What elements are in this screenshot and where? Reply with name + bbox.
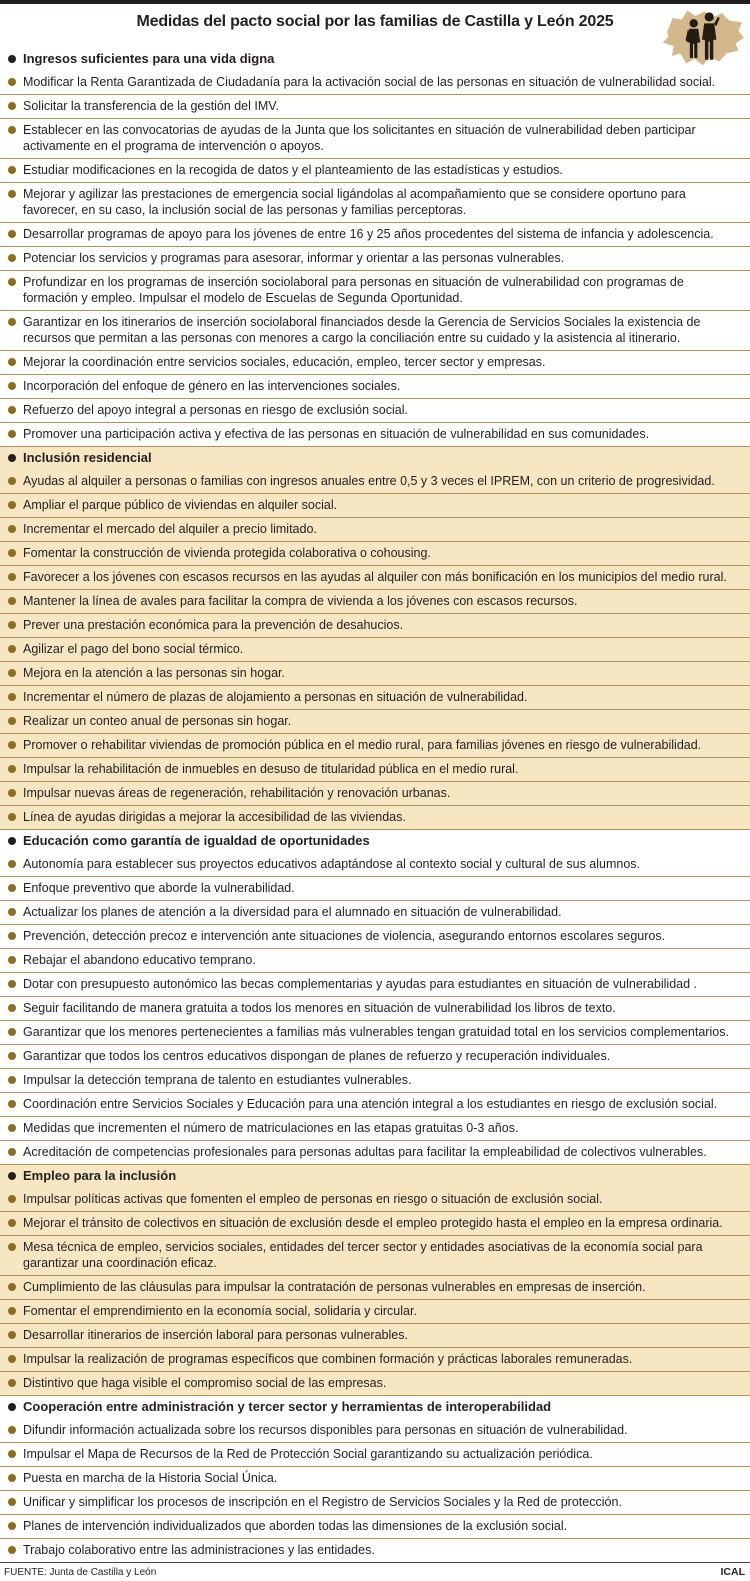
item-bullet-icon [8, 102, 16, 110]
measure-row [0, 183, 750, 223]
measure-row [0, 997, 750, 1021]
measure-row [0, 119, 750, 159]
item-bullet-icon [8, 190, 16, 198]
measure-text: Desarrollar itinerarios de inserción laboral para personas vulnerables. [23, 1328, 408, 1342]
measure-row [0, 1443, 750, 1467]
section-header-row [0, 1165, 750, 1188]
measure-text: Ayudas al alquiler a personas o familias con ingresos anuales entre 0,5 y 3 veces el IPREM, con un criterio de progresividad. [23, 474, 715, 488]
item-bullet-icon [8, 406, 16, 414]
item-bullet-icon [8, 230, 16, 238]
item-bullet-icon [8, 980, 16, 988]
measure-text: Garantizar que los menores pertenecientes a familias más vulnerables tengan gratuidad total en los servicios complementarios. [23, 1025, 729, 1039]
measure-row [0, 973, 750, 997]
measure-row [0, 159, 750, 183]
measure-row [0, 375, 750, 399]
measure-text: Cumplimiento de las cláusulas para impulsar la contratación de personas vulnerables en empresas de inserción. [23, 1280, 646, 1294]
item-bullet-icon [8, 932, 16, 940]
measure-text: Garantizar en los itinerarios de inserción sociolaboral financiados desde la Gerencia de Servicios Sociales la existencia de recursos que permitan a las personas con menores a cargo la conciliación entre su cuidado y la asistencia al itinerario. [23, 315, 701, 345]
item-bullet-icon [8, 254, 16, 262]
item-bullet-icon [8, 501, 16, 509]
measure-text: Impulsar la realización de programas específicos que combinen formación y prácticas laborales remuneradas. [23, 1352, 633, 1366]
measure-row [0, 734, 750, 758]
measure-row [0, 351, 750, 375]
measure-row [0, 223, 750, 247]
section-bullet-icon [8, 1172, 16, 1180]
page-title: Medidas del pacto social por las familias de Castilla y León 2025 [136, 13, 614, 30]
measures-list [0, 48, 750, 1562]
measure-row [0, 1093, 750, 1117]
section-header-label: Empleo para la inclusión [23, 1168, 177, 1183]
measure-row [0, 614, 750, 638]
item-bullet-icon [8, 1331, 16, 1339]
measure-text: Modificar la Renta Garantizada de Ciudadanía para la activación social de las personas en situación de vulnerabilidad social. [23, 75, 716, 89]
measure-text: Línea de ayudas dirigidas a mejorar la accesibilidad de las viviendas. [23, 810, 406, 824]
measure-row [0, 1419, 750, 1443]
item-bullet-icon [8, 1076, 16, 1084]
section-header-row [0, 830, 750, 853]
item-bullet-icon [8, 1124, 16, 1132]
item-bullet-icon [8, 669, 16, 677]
item-bullet-icon [8, 1307, 16, 1315]
section-bullet-icon [8, 837, 16, 845]
item-bullet-icon [8, 1195, 16, 1203]
measure-text: Fomentar el emprendimiento en la economía social, solidaria y circular. [23, 1304, 417, 1318]
section-header-label: Inclusión residencial [23, 450, 152, 465]
measure-text: Solicitar la transferencia de la gestión del IMV. [23, 99, 279, 113]
measure-text: Promover una participación activa y efectiva de las personas en situación de vulnerabilidad en sus comunidades. [23, 427, 650, 441]
item-bullet-icon [8, 1450, 16, 1458]
measure-row [0, 518, 750, 542]
measure-row [0, 542, 750, 566]
measure-row [0, 710, 750, 734]
item-bullet-icon [8, 693, 16, 701]
measure-row [0, 95, 750, 119]
item-bullet-icon [8, 621, 16, 629]
measure-text: Rebajar el abandono educativo temprano. [23, 953, 256, 967]
measure-text: Difundir información actualizada sobre los recursos disponibles para personas en situación de vulnerabilidad. [23, 1423, 628, 1437]
measure-row [0, 782, 750, 806]
item-bullet-icon [8, 1283, 16, 1291]
measure-text: Garantizar que todos los centros educativos dispongan de planes de refuerzo y recuperación individuales. [23, 1049, 611, 1063]
measure-text: Planes de intervención individualizados que aborden todas las dimensiones de la exclusión social. [23, 1519, 568, 1533]
measure-row [0, 1515, 750, 1539]
measure-text: Mesa técnica de empleo, servicios sociales, entidades del tercer sector y entidades asociativas de la economía social para garantizar una coordinación eficaz. [23, 1240, 703, 1270]
item-bullet-icon [8, 717, 16, 725]
measure-text: Incrementar el número de plazas de alojamiento a personas en situación de vulnerabilidad. [23, 690, 528, 704]
section-header-label: Cooperación entre administración y tercer sector y herramientas de interoperabilidad [23, 1399, 552, 1414]
item-bullet-icon [8, 884, 16, 892]
item-bullet-icon [8, 525, 16, 533]
item-bullet-icon [8, 549, 16, 557]
measure-text: Impulsar el Mapa de Recursos de la Red de Protección Social garantizando su actualización periódica. [23, 1447, 593, 1461]
page-header [0, 4, 750, 48]
measure-text: Ampliar el parque público de viviendas en alquiler social. [23, 498, 338, 512]
measure-text: Acreditación de competencias profesionales para personas adultas para facilitar la empleabilidad de colectivos vulnerables. [23, 1145, 707, 1159]
measure-row [0, 423, 750, 447]
item-bullet-icon [8, 1522, 16, 1530]
measure-text: Refuerzo del apoyo integral a personas en riesgo de exclusión social. [23, 403, 408, 417]
measure-row [0, 1045, 750, 1069]
item-bullet-icon [8, 813, 16, 821]
measure-row [0, 1276, 750, 1300]
item-bullet-icon [8, 1355, 16, 1363]
measure-row [0, 877, 750, 901]
measure-row [0, 806, 750, 830]
measure-row [0, 399, 750, 423]
measure-text: Realizar un conteo anual de personas sin hogar. [23, 714, 292, 728]
measure-row [0, 1300, 750, 1324]
measure-text: Dotar con presupuesto autonómico las becas complementarias y ayudas para estudiantes en situación de vulnerabilidad . [23, 977, 698, 991]
measure-text: Unificar y simplificar los procesos de inscripción en el Registro de Servicios Sociales y la Red de protección. [23, 1495, 622, 1509]
measure-text: Enfoque preventivo que aborde la vulnerabilidad. [23, 881, 295, 895]
item-bullet-icon [8, 645, 16, 653]
measure-text: Mejorar la coordinación entre servicios sociales, educación, empleo, tercer sector y empresas. [23, 355, 546, 369]
item-bullet-icon [8, 1004, 16, 1012]
measure-text: Impulsar políticas activas que fomenten el empleo de personas en riesgo o situación de exclusión social. [23, 1192, 603, 1206]
measure-text: Desarrollar programas de apoyo para los jóvenes de entre 16 y 25 años procedentes del sistema de infancia y adolescencia. [23, 227, 714, 241]
measure-row [0, 1236, 750, 1276]
section-header-label: Ingresos suficientes para una vida digna [23, 51, 275, 66]
measure-text: Agilizar el pago del bono social térmico. [23, 642, 244, 656]
measure-row [0, 71, 750, 95]
measure-row [0, 271, 750, 311]
item-bullet-icon [8, 1546, 16, 1554]
item-bullet-icon [8, 278, 16, 286]
measure-text: Impulsar la detección temprana de talento en estudiantes vulnerables. [23, 1073, 412, 1087]
item-bullet-icon [8, 1498, 16, 1506]
measure-row [0, 1467, 750, 1491]
measure-text: Mejora en la atención a las personas sin hogar. [23, 666, 285, 680]
page-footer [0, 1562, 750, 1581]
measure-row [0, 758, 750, 782]
measure-row [0, 853, 750, 877]
measure-text: Seguir facilitando de manera gratuita a todos los menores en situación de vulnerabilidad los libros de texto. [23, 1001, 616, 1015]
measure-text: Favorecer a los jóvenes con escasos recursos en las ayudas al alquiler con más bonificación en los municipios del medio rural. [23, 570, 727, 584]
item-bullet-icon [8, 1219, 16, 1227]
item-bullet-icon [8, 382, 16, 390]
item-bullet-icon [8, 358, 16, 366]
measure-text: Autonomía para establecer sus proyectos educativos adaptándose al contexto social y cultural de sus alumnos. [23, 857, 641, 871]
measure-row [0, 1212, 750, 1236]
section-bullet-icon [8, 1403, 16, 1411]
measure-text: Estudiar modificaciones en la recogida de datos y el planteamiento de las estadísticas y estudios. [23, 163, 563, 177]
measure-text: Promover o rehabilitar viviendas de promoción pública en el medio rural, para familias jóvenes en riesgo de vulnerabilidad. [23, 738, 702, 752]
measure-text: Fomentar la construcción de vivienda protegida colaborativa o cohousing. [23, 546, 431, 560]
measure-text: Distintivo que haga visible el compromiso social de las empresas. [23, 1376, 387, 1390]
measure-text: Mejorar el tránsito de colectivos en situación de exclusión desde el empleo protegido hasta el empleo en la empresa ordinaria. [23, 1216, 723, 1230]
measure-text: Impulsar nuevas áreas de regeneración, rehabilitación y renovación urbanas. [23, 786, 451, 800]
item-bullet-icon [8, 1100, 16, 1108]
item-bullet-icon [8, 956, 16, 964]
item-bullet-icon [8, 477, 16, 485]
measure-text: Coordinación entre Servicios Sociales y Educación para una atención integral a los estudiantes en riesgo de exclusión social. [23, 1097, 718, 1111]
item-bullet-icon [8, 741, 16, 749]
measure-text: Prever una prestación económica para la prevención de desahucios. [23, 618, 404, 632]
measure-row [0, 1491, 750, 1515]
measure-row [0, 566, 750, 590]
item-bullet-icon [8, 860, 16, 868]
item-bullet-icon [8, 1148, 16, 1156]
item-bullet-icon [8, 1243, 16, 1251]
measure-text: Mejorar y agilizar las prestaciones de emergencia social ligándolas al acompañamiento que se considere oportuno para favorecer, en su caso, la inclusión social de las personas y familias perceptoras. [23, 187, 686, 217]
item-bullet-icon [8, 789, 16, 797]
measure-text: Trabajo colaborativo entre las administraciones y las entidades. [23, 1543, 375, 1557]
measure-text: Mantener la línea de avales para facilitar la compra de vivienda a los jóvenes con escasos recursos. [23, 594, 578, 608]
section-bullet-icon [8, 454, 16, 462]
item-bullet-icon [8, 166, 16, 174]
item-bullet-icon [8, 597, 16, 605]
measure-text: Profundizar en los programas de inserción sociolaboral para personas en situación de vulnerabilidad con programas de formación y empleo. Impulsar el modelo de Escuelas de Segunda Oportunidad. [23, 275, 684, 305]
measure-text: Impulsar la rehabilitación de inmuebles en desuso de titularidad pública en el medio rural. [23, 762, 519, 776]
measure-row [0, 494, 750, 518]
measure-text: Actualizar los planes de atención a la diversidad para el alumnado en situación de vulnerabilidad. [23, 905, 562, 919]
item-bullet-icon [8, 430, 16, 438]
measure-row [0, 638, 750, 662]
measure-row [0, 1141, 750, 1165]
measure-row [0, 1324, 750, 1348]
measure-row [0, 662, 750, 686]
measure-row [0, 1021, 750, 1045]
measure-text: Establecer en las convocatorias de ayudas de la Junta que los solicitantes en situación de vulnerabilidad deben participar activamente en el programa de intervención o apoyos. [23, 123, 696, 153]
measure-row [0, 1372, 750, 1396]
item-bullet-icon [8, 1426, 16, 1434]
item-bullet-icon [8, 318, 16, 326]
item-bullet-icon [8, 126, 16, 134]
measure-text: Incorporación del enfoque de género en las intervenciones sociales. [23, 379, 401, 393]
measure-text: Potenciar los servicios y programas para asesorar, informar y orientar a las personas vulnerables. [23, 251, 565, 265]
measure-row [0, 949, 750, 973]
measure-row [0, 1117, 750, 1141]
measure-row [0, 901, 750, 925]
section-header-row [0, 48, 750, 71]
measure-text: Incrementar el mercado del alquiler a precio limitado. [23, 522, 317, 536]
section-header-row [0, 447, 750, 470]
measure-row [0, 590, 750, 614]
item-bullet-icon [8, 1028, 16, 1036]
measure-row [0, 1539, 750, 1562]
section-header-row [0, 1396, 750, 1419]
measure-row [0, 1069, 750, 1093]
source-label: FUENTE: Junta de Castilla y León [4, 1567, 157, 1578]
item-bullet-icon [8, 573, 16, 581]
item-bullet-icon [8, 78, 16, 86]
measure-row [0, 1348, 750, 1372]
item-bullet-icon [8, 908, 16, 916]
castilla-leon-map-icon [654, 6, 748, 68]
measure-text: Prevención, detección precoz e intervención ante situaciones de violencia, asegurando entornos escolares seguros. [23, 929, 666, 943]
measure-row [0, 470, 750, 494]
measure-text: Puesta en marcha de la Historia Social Única. [23, 1471, 278, 1485]
agency-label: ICAL [720, 1566, 745, 1578]
measure-row [0, 247, 750, 271]
item-bullet-icon [8, 765, 16, 773]
measure-row [0, 311, 750, 351]
measure-row [0, 1188, 750, 1212]
item-bullet-icon [8, 1052, 16, 1060]
section-bullet-icon [8, 55, 16, 63]
item-bullet-icon [8, 1474, 16, 1482]
measure-row [0, 925, 750, 949]
measure-text: Medidas que incrementen el número de matriculaciones en las etapas gratuitas 0-3 años. [23, 1121, 519, 1135]
measure-row [0, 686, 750, 710]
item-bullet-icon [8, 1379, 16, 1387]
section-header-label: Educación como garantía de igualdad de oportunidades [23, 833, 370, 848]
